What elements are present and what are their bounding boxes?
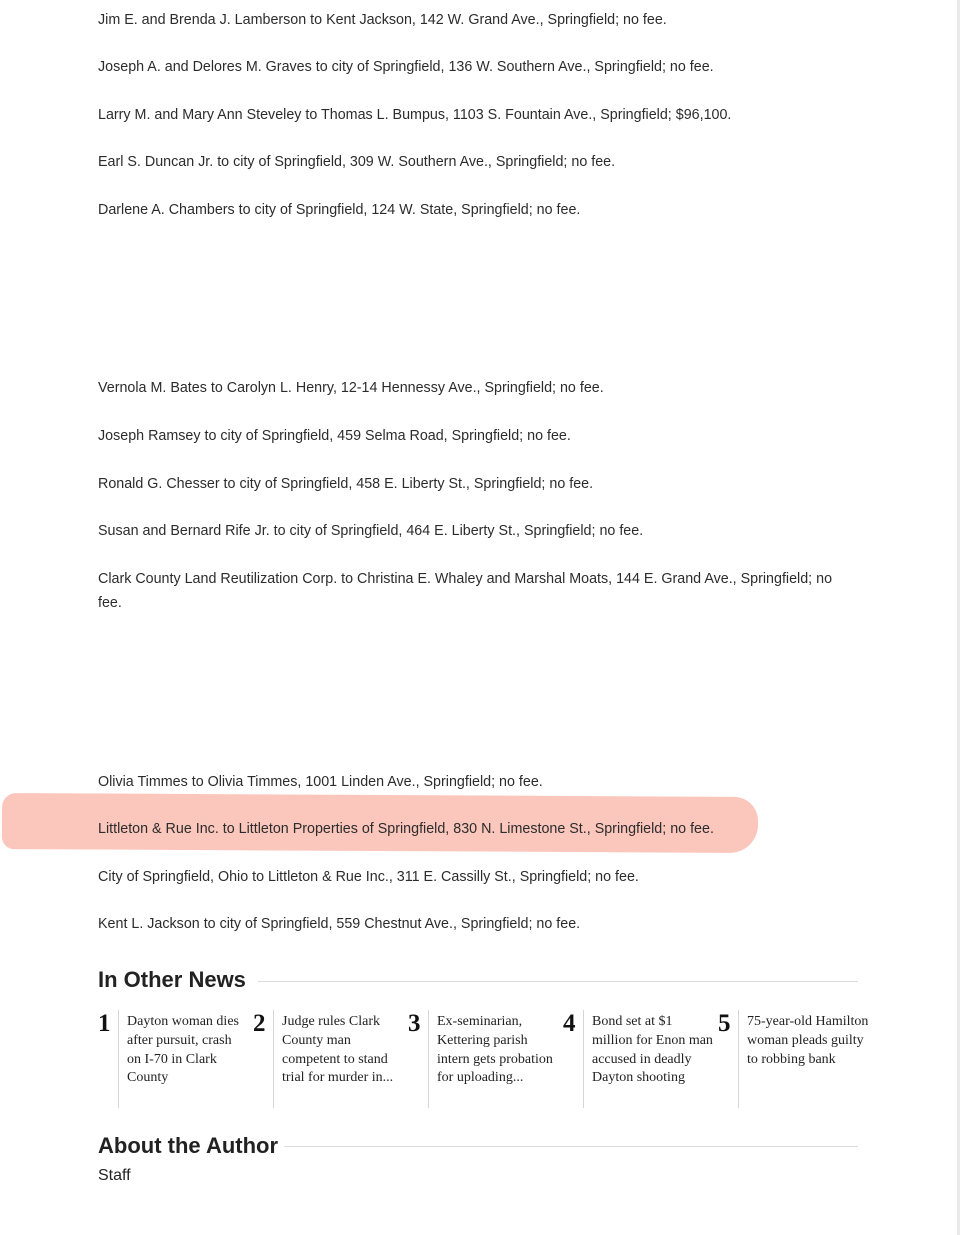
news-rank-number: 2	[253, 1010, 266, 1037]
news-divider	[273, 1010, 274, 1108]
news-item[interactable]	[718, 1010, 868, 1110]
property-transfer-listing: Clark County Land Reutilization Corp. to Christina E. Whaley and Marshal Moats, 144 E. Grand Ave., Springfield; no fee.	[98, 571, 833, 611]
news-rank-number: 3	[408, 1010, 421, 1037]
news-divider	[118, 1010, 119, 1108]
news-headline-link[interactable]: Judge rules Clark County man competent to stand trial for murder in...	[282, 1014, 394, 1086]
property-transfer-listing: City of Springfield, Ohio to Littleton & Rue Inc., 311 E. Cassilly St., Springfield; no fee.	[98, 869, 639, 885]
news-divider	[583, 1010, 584, 1108]
property-transfer-listing: Olivia Timmes to Olivia Timmes, 1001 Linden Ave., Springfield; no fee.	[98, 774, 543, 790]
property-transfer-listing: Darlene A. Chambers to city of Springfield, 124 W. State, Springfield; no fee.	[98, 202, 581, 218]
section-divider	[284, 1146, 858, 1147]
news-item[interactable]	[563, 1010, 713, 1110]
news-divider	[738, 1010, 739, 1108]
news-rank-number: 1	[98, 1010, 111, 1037]
news-item[interactable]	[98, 1010, 248, 1110]
news-rank-number: 5	[718, 1010, 731, 1037]
property-transfer-listing: Joseph A. and Delores M. Graves to city of Springfield, 136 W. Southern Ave., Springfield; no fee.	[98, 59, 714, 75]
in-other-news-heading: In Other News	[98, 967, 246, 992]
property-transfer-listing: Earl S. Duncan Jr. to city of Springfield, 309 W. Southern Ave., Springfield; no fee.	[98, 154, 616, 170]
property-transfer-listing: Kent L. Jackson to city of Springfield, 559 Chestnut Ave., Springfield; no fee.	[98, 916, 581, 932]
news-headline-link[interactable]: Dayton woman dies after pursuit, crash on I-70 in Clark County	[127, 1014, 239, 1086]
news-headline-link[interactable]: Ex-seminarian, Kettering parish intern gets probation for uploading...	[437, 1014, 553, 1086]
property-transfer-listing: Ronald G. Chesser to city of Springfield, 458 E. Liberty St., Springfield; no fee.	[98, 476, 594, 492]
property-transfer-listing: Joseph Ramsey to city of Springfield, 459 Selma Road, Springfield; no fee.	[98, 428, 571, 444]
property-transfer-listing: Susan and Bernard Rife Jr. to city of Springfield, 464 E. Liberty St., Springfield; no fee.	[98, 523, 644, 539]
property-transfer-listing: Jim E. and Brenda J. Lamberson to Kent Jackson, 142 W. Grand Ave., Springfield; no fee.	[98, 12, 667, 28]
news-headline-link[interactable]: 75-year-old Hamilton woman pleads guilty to robbing bank	[747, 1014, 869, 1067]
news-divider	[428, 1010, 429, 1108]
news-rank-number: 4	[563, 1010, 576, 1037]
news-headline-link[interactable]: Bond set at $1 million for Enon man accused in deadly Dayton shooting	[592, 1014, 713, 1086]
news-item[interactable]	[253, 1010, 403, 1110]
property-transfer-listing: Vernola M. Bates to Carolyn L. Henry, 12-14 Hennessy Ave., Springfield; no fee.	[98, 380, 604, 396]
news-item[interactable]	[408, 1010, 558, 1110]
property-transfer-listing: Larry M. and Mary Ann Steveley to Thomas L. Bumpus, 1103 S. Fountain Ave., Springfield; $96,100.	[98, 107, 732, 123]
section-divider	[258, 981, 858, 982]
author-name[interactable]: Staff	[98, 1167, 131, 1184]
highlighted-property-transfer-listing: Littleton & Rue Inc. to Littleton Properties of Springfield, 830 N. Limestone St., Springfield; no fee.	[98, 821, 714, 837]
about-the-author-heading: About the Author	[98, 1133, 279, 1158]
